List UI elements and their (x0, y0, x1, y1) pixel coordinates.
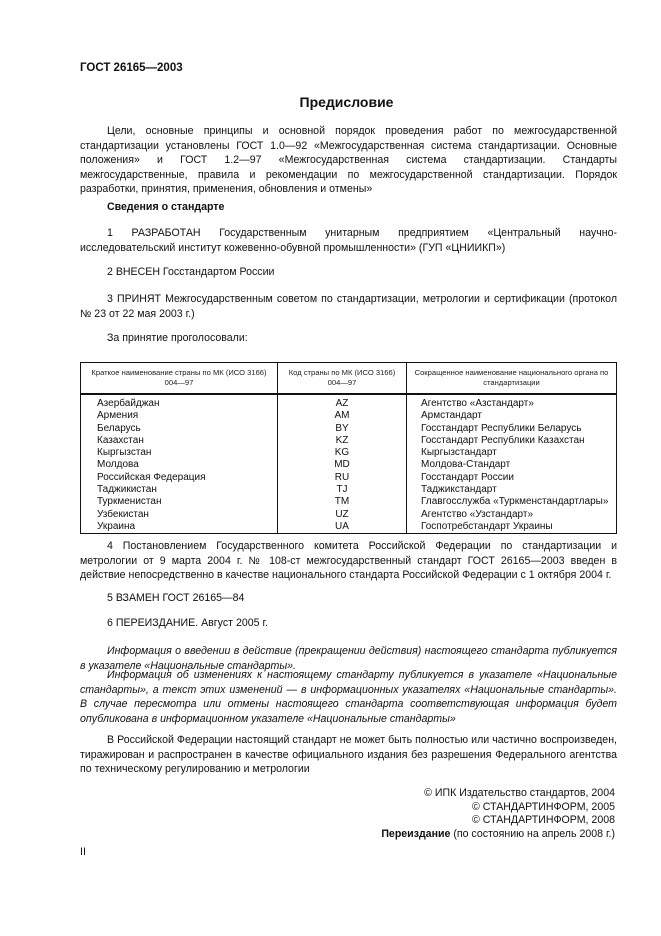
country-cell: Беларусь (81, 423, 278, 435)
copyright-line-2: © СТАНДАРТИНФОРМ, 2005 (472, 800, 615, 813)
country-cell: Молдова (81, 459, 278, 471)
country-cell: Российская Федерация (81, 472, 278, 484)
table-row (81, 447, 617, 459)
country-code-cell: UZ (278, 509, 407, 521)
standards-body-cell: Армстандарт (407, 410, 617, 422)
standards-body-cell: Главгосслужба «Туркменстандартлары» (407, 496, 617, 508)
country-code-cell: TM (278, 496, 407, 508)
reissue-note: (по состоянию на апрель 2008 г.) (450, 827, 615, 840)
item-enacted: 4 Постановлением Государственного комитета Российской Федерации по стандартизации и метрологии от 9 марта 2004 г. № 108-ст межгосударственный стандарт ГОСТ 26165—2003 введен в действие непосредственно в качестве национального стандарта Российской Федерации с 1 октября 2004 г. (80, 540, 617, 581)
standards-body-cell: Кыргызстандарт (407, 447, 617, 459)
table-row (81, 435, 617, 447)
page-number: II (80, 846, 86, 858)
country-cell: Кыргызстан (81, 447, 278, 459)
table-row (81, 410, 617, 422)
voted-label: За принятие проголосовали: (107, 332, 248, 344)
country-cell: Казахстан (81, 435, 278, 447)
voting-table (80, 362, 617, 534)
country-cell: Узбекистан (81, 509, 278, 521)
table-header-code: Код страны по МК (ИСО 3166) 004—97 (278, 363, 407, 395)
table-row (81, 484, 617, 496)
standards-body-cell: Госстандарт России (407, 472, 617, 484)
item-developed: 1 РАЗРАБОТАН Государственным унитарным предприятием «Центральный научно-исследовательский институт кожевенно-обувной промышленности» (ГУП «ЦНИИКП») (80, 227, 617, 254)
table-row (81, 459, 617, 471)
table-row (81, 521, 617, 534)
country-code-cell: MD (278, 459, 407, 471)
table-row (81, 472, 617, 484)
info-enactment: Информация о введении в действие (прекращении действия) настоящего стандарта публикуется в указателе «Национальные стандарты». (80, 645, 617, 672)
standards-body-cell: Госстандарт Республики Казахстан (407, 435, 617, 447)
standards-body-cell: Агентство «Узстандарт» (407, 509, 617, 521)
country-code-cell: AZ (278, 394, 407, 410)
standards-body-cell: Госпотребстандарт Украины (407, 521, 617, 534)
country-code-cell: BY (278, 423, 407, 435)
table-row (81, 509, 617, 521)
reissue-line (381, 828, 615, 842)
intro-paragraph: Цели, основные принципы и основной порядок проведения работ по межгосударственной стандартизации установлены ГОСТ 1.0—92 «Межгосударственная система стандартизации. Основные положения» и ГОСТ 1.2—97 «Межгосударственная система стандартизации. Стандарты межгосударственные, правила и рекомендации по межгосударственной стандартизации. Порядок разработки, принятия, применения, обновления и отмены» (80, 125, 617, 195)
country-cell: Армения (81, 410, 278, 422)
country-code-cell: AM (278, 410, 407, 422)
table-row (81, 496, 617, 508)
country-code-cell: RU (278, 472, 407, 484)
country-code-cell: TJ (278, 484, 407, 496)
table-header-organization: Сокращенное наименование национального органа по стандартизации (407, 363, 617, 395)
country-code-cell: UA (278, 521, 407, 534)
item-replaces: 5 ВЗАМЕН ГОСТ 26165—84 (107, 592, 245, 604)
copyright-line-3: © СТАНДАРТИНФОРМ, 2008 (472, 814, 615, 826)
copyright-line-1: © ИПК Издательство стандартов, 2004 (424, 787, 615, 799)
page-title: Предисловие (299, 94, 394, 110)
table-row (81, 394, 617, 410)
country-code-cell: KZ (278, 435, 407, 447)
item-reissue: 6 ПЕРЕИЗДАНИЕ. Август 2005 г. (107, 617, 268, 629)
item-submitted: 2 ВНЕСЕН Госстандартом России (107, 266, 275, 278)
table-row (81, 423, 617, 435)
standards-body-cell: Госстандарт Республики Беларусь (407, 423, 617, 435)
standards-body-cell: Таджикстандарт (407, 484, 617, 496)
restriction-paragraph: В Российской Федерации настоящий стандарт не может быть полностью или частично воспроизведен, тиражирован и распространен в качестве официального издания без разрешения Федерального агентства по техническому регулированию и метрологии (80, 734, 617, 775)
reissue-label: Переиздание (381, 827, 451, 840)
table-header-country: Краткое наименование страны по МК (ИСО 3166) 004—97 (81, 363, 278, 395)
country-cell: Украина (81, 521, 278, 534)
country-cell: Азербайджан (81, 394, 278, 410)
country-code-cell: KG (278, 447, 407, 459)
standards-body-cell: Агентство «Азстандарт» (407, 394, 617, 410)
country-cell: Туркменистан (81, 496, 278, 508)
info-changes: Информация об изменениях к настоящему стандарту публикуется в указателе «Национальные стандарты», а текст этих изменений — в информационных указателях «Национальные стандарты». В случае пересмотра или отмены настоящего стандарта соответствующая информация будет опубликована в информационном указателе «Национальные стандарты» (80, 669, 617, 725)
item-adopted: 3 ПРИНЯТ Межгосударственным советом по стандартизации, метрологии и сертификации (протокол № 23 от 22 мая 2003 г.) (80, 293, 617, 320)
copyright-block (381, 787, 615, 841)
table-header-row (81, 363, 617, 395)
country-cell: Таджикистан (81, 484, 278, 496)
standards-body-cell: Молдова-Стандарт (407, 459, 617, 471)
document-code: ГОСТ 26165—2003 (80, 62, 183, 74)
section-heading: Сведения о стандарте (107, 201, 225, 213)
